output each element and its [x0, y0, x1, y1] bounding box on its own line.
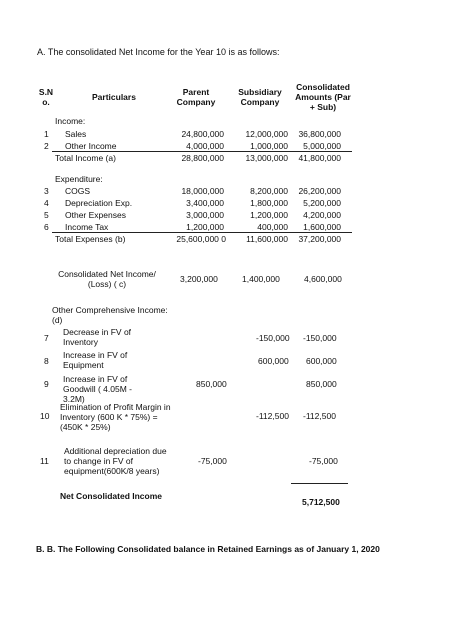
row-cons: 26,200,000 [298, 186, 341, 196]
row-sub: -112,500 [256, 411, 289, 421]
total-sub: 11,600,000 [246, 234, 288, 244]
section-a-title: A. The consolidated Net Income for the Year 10 is as follows: [37, 47, 280, 57]
income-total-rule [52, 151, 352, 152]
row-cons: -112,500 [303, 411, 336, 421]
cni-cons: 4,600,000 [304, 274, 342, 284]
row-sub: -150,000 [256, 333, 290, 343]
cni-sub: 1,400,000 [242, 274, 280, 284]
row-cons: 5,000,000 [303, 141, 341, 151]
row-cons: 1,600,000 [303, 222, 341, 232]
row-sub: 1,000,000 [250, 141, 288, 151]
total-cons: 37,200,000 [298, 234, 341, 244]
row-sn: 5 [44, 210, 49, 220]
row-cons: 850,000 [306, 379, 337, 389]
row-sn: 1 [44, 129, 49, 139]
total-sub: 13,000,000 [245, 153, 288, 163]
cni-parent: 3,200,000 [180, 274, 218, 284]
row-label: Additional depreciation due to change in FV of equipment(600K/8 years) [64, 446, 167, 476]
row-cons: 4,200,000 [303, 210, 341, 220]
row-label: Decrease in FV of Inventory [63, 327, 132, 347]
row-sub: 8,200,000 [250, 186, 288, 196]
expenditure-total-rule [52, 232, 352, 233]
row-sub: 1,800,000 [250, 198, 288, 208]
total-parent: 25,600,000 0 [176, 234, 226, 244]
row-sub: 1,200,000 [250, 210, 288, 220]
row-label: Income Tax [65, 222, 109, 232]
row-sn: 11 [40, 456, 49, 466]
row-sub: 400,000 [257, 222, 288, 232]
total-parent: 28,800,000 [181, 153, 224, 163]
total-cons: 41,800,000 [298, 153, 341, 163]
header-subsidiary: Subsidiary Company [238, 87, 282, 107]
row-parent: -75,000 [198, 456, 227, 466]
row-cons: 36,800,000 [298, 129, 341, 139]
row-label: Other Expenses [65, 210, 126, 220]
total-label: Total Income (a) [55, 153, 116, 163]
row-cons: -150,000 [303, 333, 337, 343]
row-parent: 4,000,000 [186, 141, 224, 151]
row-sn: 3 [44, 186, 49, 196]
row-parent: 18,000,000 [181, 186, 224, 196]
row-label: Increase in FV of Goodwill ( 4.05M - 3.2M) [63, 374, 132, 404]
header-parent: Parent Company [176, 87, 216, 107]
row-sn: 10 [40, 411, 50, 421]
row-label: Other Income [65, 141, 117, 151]
header-consolidated: Consolidated Amounts (Par + Sub) [295, 82, 351, 112]
row-label: COGS [65, 186, 91, 196]
income-heading: Income: [55, 116, 86, 126]
net-rule [291, 483, 348, 484]
row-sub: 600,000 [258, 356, 289, 366]
row-label: Elimination of Profit Margin in Inventory (600 K * 75%) = (450K * 25%) [60, 402, 171, 432]
header-particulars: Particulars [92, 92, 136, 102]
expenditure-heading: Expenditure: [55, 174, 103, 184]
net-cons: 5,712,500 [302, 497, 340, 507]
row-parent: 3,000,000 [186, 210, 224, 220]
row-cons: -75,000 [309, 456, 338, 466]
row-sn: 7 [44, 333, 49, 343]
row-label: Increase in FV of Equipment [63, 350, 128, 370]
row-parent: 850,000 [196, 379, 227, 389]
row-sn: 2 [44, 141, 49, 151]
header-sn: S.N o. [38, 87, 54, 107]
total-label: Total Expenses (b) [55, 234, 126, 244]
oci-heading: Other Comprehensive Income: (d) [52, 305, 168, 325]
row-sn: 4 [44, 198, 49, 208]
row-label: Depreciation Exp. [65, 198, 133, 208]
row-sub: 12,000,000 [245, 129, 288, 139]
row-cons: 5,200,000 [303, 198, 341, 208]
row-parent: 3,400,000 [186, 198, 224, 208]
row-sn: 6 [44, 222, 49, 232]
row-cons: 600,000 [306, 356, 337, 366]
cni-label: Consolidated Net Income/ (Loss) ( c) [58, 269, 156, 289]
section-b-title: B. B. The Following Consolidated balance in Retained Earnings as of January 1, 2020 [36, 544, 380, 554]
row-parent: 1,200,000 [186, 222, 224, 232]
row-label: Sales [65, 129, 87, 139]
row-parent: 24,800,000 [181, 129, 224, 139]
net-label: Net Consolidated Income [60, 491, 163, 501]
row-sn: 9 [44, 379, 49, 389]
row-sn: 8 [44, 356, 49, 366]
